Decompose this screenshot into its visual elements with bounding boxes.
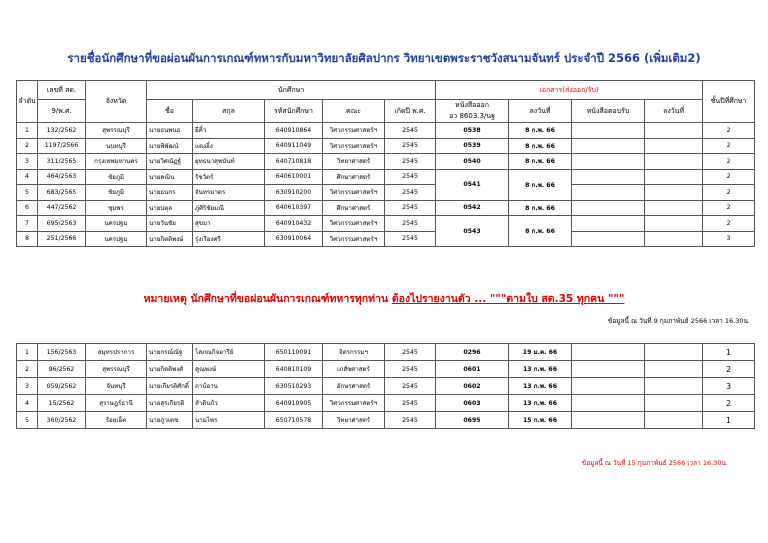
cell-birth: 2545 (385, 412, 436, 429)
cell-province: นนทบุรี (86, 138, 147, 154)
cell-id: 630510293 (265, 378, 323, 395)
cell-birth: 2545 (385, 231, 436, 247)
cell-province: จันทบุรี (86, 378, 147, 395)
cell-province: สุพรรณบุรี (86, 123, 147, 139)
cell-year: 2 (703, 154, 755, 170)
cell-no: 3 (17, 154, 38, 170)
cell-sd: 15/2562 (38, 395, 86, 412)
cell-year: 2 (703, 361, 755, 378)
cell-no: 8 (17, 231, 38, 247)
cell-first: นายเกียรติศักดิ์ (147, 378, 193, 395)
cell-last: รุ่งเรืองศรี (193, 231, 265, 247)
cell-province: กรุงเทพมหานคร (86, 154, 147, 170)
cell-reply-date (645, 169, 703, 185)
cell-sd: 695/2563 (38, 216, 86, 232)
cell-reply (572, 412, 645, 429)
cell-date: 8 ก.พ. 66 (509, 200, 572, 216)
cell-birth: 2545 (385, 378, 436, 395)
cell-faculty: วิศวกรรมศาสตร์ฯ (323, 185, 385, 201)
cell-doc: 0539 (436, 138, 509, 154)
remark-note: หมายเหตุ นักศึกษาที่ขอผ่อนผันการเกณฑ์ทหารทุกท่าน ต้องไปรายงานตัว ... """ตามใบ สด.35 ทุกคน """ (143, 293, 625, 305)
cell-birth: 2545 (385, 169, 436, 185)
cell-doc: 0296 (436, 344, 509, 361)
header-outgoing: หนังสือออก อว 8603.3/นฐ (436, 100, 509, 123)
header-reply: หนังสือตอบรับ (572, 100, 645, 123)
cell-first: นายธนกร (147, 185, 193, 201)
data-timestamp-1: ข้อมูลนี้ ณ วันที่ 9 กุมภาพันธ์ 2566 เวลา 16.30น. (607, 317, 750, 325)
cell-birth: 2545 (385, 154, 436, 170)
header-province: จังหวัด (86, 81, 147, 123)
cell-first: นายกิตติพงษ์ (147, 231, 193, 247)
cell-doc: 0695 (436, 412, 509, 429)
cell-reply (572, 200, 645, 216)
cell-year: 2 (703, 123, 755, 139)
cell-year: 2 (703, 200, 755, 216)
cell-province: ร้อยเอ็ด (86, 412, 147, 429)
cell-date: 8 ก.พ. 66 (509, 138, 572, 154)
cell-first: นายสุรเกียรติ (147, 395, 193, 412)
header-faculty: คณะ (323, 100, 385, 123)
table-row (17, 378, 755, 395)
cell-id: 640810109 (265, 361, 323, 378)
cell-reply-date (645, 185, 703, 201)
cell-birth: 2545 (385, 200, 436, 216)
students-table-1 (16, 80, 755, 247)
cell-reply (572, 138, 645, 154)
cell-doc: 0602 (436, 378, 509, 395)
cell-birth: 2545 (385, 395, 436, 412)
cell-sd: 447/2562 (38, 200, 86, 216)
cell-reply-date (645, 231, 703, 247)
cell-no: 1 (17, 123, 38, 139)
table-row (17, 412, 755, 429)
cell-reply (572, 378, 645, 395)
cell-date: 8 ก.พ. 66 (509, 123, 572, 139)
cell-year: 1 (703, 412, 755, 429)
cell-id: 640911049 (265, 138, 323, 154)
cell-faculty: วิศวกรรมศาสตร์ฯ (323, 123, 385, 139)
header-student-id: รหัสนักศึกษา (265, 100, 323, 123)
cell-no: 4 (17, 395, 38, 412)
cell-sd: 132/2562 (38, 123, 86, 139)
cell-faculty: วิทยาศาสตร์ (323, 154, 385, 170)
cell-last: นามไพร (193, 412, 265, 429)
cell-no: 3 (17, 378, 38, 395)
cell-last: รัชวัตร์ (193, 169, 265, 185)
cell-date: 13 ก.พ. 66 (509, 395, 572, 412)
cell-faculty: วิศวกรรมศาสตร์ฯ (323, 231, 385, 247)
cell-reply-date (645, 395, 703, 412)
header-first-name: ชื่อ (147, 100, 193, 123)
cell-last: คูณพงษ์ (193, 361, 265, 378)
cell-year: 2 (703, 185, 755, 201)
cell-no: 1 (17, 344, 38, 361)
cell-reply (572, 231, 645, 247)
table-row (17, 185, 755, 201)
cell-province: สมุทรปราการ (86, 344, 147, 361)
cell-reply (572, 123, 645, 139)
cell-last: สุขมา (193, 216, 265, 232)
cell-date: 8 ก.พ. 66 (509, 216, 572, 247)
cell-id: 650110091 (265, 344, 323, 361)
cell-doc: 0541 (436, 169, 509, 200)
cell-reply (572, 216, 645, 232)
cell-doc: 0542 (436, 200, 509, 216)
cell-reply (572, 185, 645, 201)
cell-faculty: วิศวกรรมศาสตร์ฯ (323, 395, 385, 412)
cell-first: นายปตุล (147, 200, 193, 216)
header-sd-no: เลขที่ สด. (38, 81, 86, 100)
table-row (17, 231, 755, 247)
header-date2: ลงวันที่ (645, 100, 703, 123)
cell-first: นายพิพัฒน์ (147, 138, 193, 154)
cell-year: 2 (703, 395, 755, 412)
table-row (17, 123, 755, 139)
cell-no: 2 (17, 361, 38, 378)
cell-first: นายวันชัย (147, 216, 193, 232)
cell-reply (572, 395, 645, 412)
cell-last: จันทรมาตร (193, 185, 265, 201)
cell-reply (572, 154, 645, 170)
cell-first: นายคณิน (147, 169, 193, 185)
table-row (17, 169, 755, 185)
cell-year: 2 (703, 216, 755, 232)
cell-reply-date (645, 344, 703, 361)
cell-sd: 683/2565 (38, 185, 86, 201)
cell-id: 640610397 (265, 200, 323, 216)
cell-faculty: วิศวกรรมศาสตร์ฯ (323, 138, 385, 154)
table-row (17, 395, 755, 412)
data-timestamp-2: ข้อมูลนี้ ณ วันที่ 15 กุมภาพันธ์ 2566 เวลา 16.30น. (581, 459, 728, 467)
cell-reply-date (645, 138, 703, 154)
cell-reply (572, 344, 645, 361)
cell-id: 640710818 (265, 154, 323, 170)
cell-year: 3 (703, 378, 755, 395)
cell-sd: 96/2562 (38, 361, 86, 378)
cell-faculty: อักษรศาสตร์ (323, 378, 385, 395)
cell-reply-date (645, 412, 703, 429)
cell-doc: 0543 (436, 216, 509, 247)
cell-last: ยี่คิ้ว (193, 123, 265, 139)
cell-last: ลำดินก้ว (193, 395, 265, 412)
cell-faculty: เภสัชศาสตร์ (323, 361, 385, 378)
cell-sd: 360/2562 (38, 412, 86, 429)
header-student: นักศึกษา (147, 81, 436, 100)
cell-last: ภู่ศิริชัยมณี (193, 200, 265, 216)
cell-first: นายภูวเดช (147, 412, 193, 429)
cell-first: นายกรณ์ณัฐ (147, 344, 193, 361)
cell-no: 6 (17, 200, 38, 216)
cell-first: นายวิศณัฏฐ์ (147, 154, 193, 170)
cell-birth: 2545 (385, 123, 436, 139)
cell-reply-date (645, 216, 703, 232)
table-row (17, 361, 755, 378)
table-row (17, 154, 755, 170)
cell-first: นายกิตติพงศ์ (147, 361, 193, 378)
cell-id: 630910064 (265, 231, 323, 247)
cell-no: 7 (17, 216, 38, 232)
cell-no: 2 (17, 138, 38, 154)
header-year-level: ชั้นปีที่ศึกษา (703, 81, 755, 123)
header-date: ลงวันที่ (509, 100, 572, 123)
header-last-name: สกุล (193, 100, 265, 123)
cell-doc: 0603 (436, 395, 509, 412)
cell-reply (572, 361, 645, 378)
cell-province: ชุมพร (86, 200, 147, 216)
cell-sd: 251/2566 (38, 231, 86, 247)
cell-last: โสภณกิจอารีย์ (193, 344, 265, 361)
cell-year: 2 (703, 169, 755, 185)
cell-date: 8 ก.พ. 66 (509, 154, 572, 170)
cell-id: 640910864 (265, 123, 323, 139)
cell-birth: 2545 (385, 344, 436, 361)
cell-reply-date (645, 154, 703, 170)
cell-sd: 156/2563 (38, 344, 86, 361)
cell-year: 2 (703, 138, 755, 154)
cell-id: 640910905 (265, 395, 323, 412)
cell-faculty: ศึกษาศาสตร์ (323, 169, 385, 185)
cell-faculty: ศึกษาศาสตร์ (323, 200, 385, 216)
students-table-2 (16, 343, 755, 429)
page-title: รายชื่อนักศึกษาที่ขอผ่อนผันการเกณฑ์ทหารกับมหาวิทยาลัยศิลปากร วิทยาเขตพระราชวังสนามจันทร์ ประจำปี 2566 (เพิ่มเติม2) (67, 51, 701, 65)
cell-province: นครปฐม (86, 216, 147, 232)
table-row (17, 216, 755, 232)
cell-birth: 2545 (385, 216, 436, 232)
header-birth-year: เกิดปี พ.ศ. (385, 100, 436, 123)
cell-date: 13 ก.พ. 66 (509, 361, 572, 378)
cell-sd: 311/2565 (38, 154, 86, 170)
cell-reply-date (645, 378, 703, 395)
cell-reply-date (645, 361, 703, 378)
cell-sd: 1197/2566 (38, 138, 86, 154)
table-row (17, 200, 755, 216)
header-documents: เอกสาร(ส่งออก/รับ) (436, 81, 703, 100)
cell-first: นายธนพนธ (147, 123, 193, 139)
cell-reply (572, 169, 645, 185)
cell-faculty: วิทยาศาสตร์ (323, 412, 385, 429)
cell-sd: 059/2562 (38, 378, 86, 395)
cell-year: 1 (703, 344, 755, 361)
cell-last: ถาน้อาน (193, 378, 265, 395)
cell-id: 650710578 (265, 412, 323, 429)
cell-doc: 0540 (436, 154, 509, 170)
cell-last: ยุทธนาสุพนันท์ (193, 154, 265, 170)
cell-no: 5 (17, 185, 38, 201)
cell-province: ชัยภูมิ (86, 169, 147, 185)
cell-year: 3 (703, 231, 755, 247)
cell-faculty: วิศวกรรมศาสตร์ฯ (323, 216, 385, 232)
cell-id: 640610001 (265, 169, 323, 185)
cell-no: 5 (17, 412, 38, 429)
cell-reply-date (645, 200, 703, 216)
cell-birth: 2545 (385, 361, 436, 378)
cell-province: ชัยภูมิ (86, 185, 147, 201)
cell-province: สุพรรณบุรี (86, 361, 147, 378)
table-row (17, 344, 755, 361)
cell-date: 15 ก.พ. 66 (509, 412, 572, 429)
cell-date: 8 ก.พ. 66 (509, 169, 572, 200)
cell-date: 13 ก.พ. 66 (509, 378, 572, 395)
table-row (17, 138, 755, 154)
cell-faculty: จิตรกรรมฯ (323, 344, 385, 361)
cell-id: 640910432 (265, 216, 323, 232)
cell-sd: 464/2563 (38, 169, 86, 185)
cell-birth: 2545 (385, 185, 436, 201)
cell-province: นครปฐม (86, 231, 147, 247)
cell-doc: 0601 (436, 361, 509, 378)
header-sd-year: 9/พ.ศ. (38, 100, 86, 123)
cell-date: 19 ม.ค. 66 (509, 344, 572, 361)
cell-reply-date (645, 123, 703, 139)
cell-last: แตงอิ้ง (193, 138, 265, 154)
cell-birth: 2545 (385, 138, 436, 154)
cell-province: สุราษฎร์ธานี (86, 395, 147, 412)
header-order: ลำดับ (17, 81, 38, 123)
cell-no: 4 (17, 169, 38, 185)
cell-id: 630910200 (265, 185, 323, 201)
cell-doc: 0538 (436, 123, 509, 139)
